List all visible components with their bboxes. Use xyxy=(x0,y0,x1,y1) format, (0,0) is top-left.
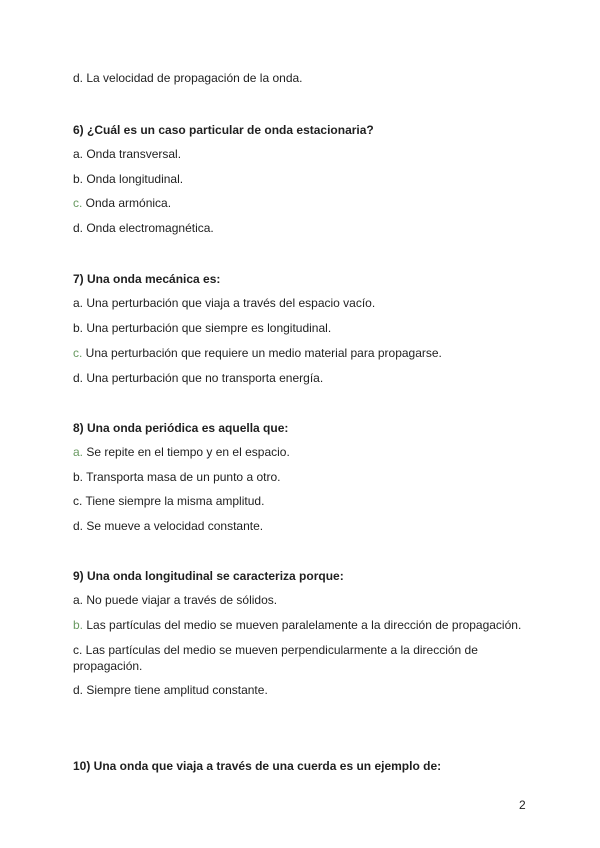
option-text: Onda armónica. xyxy=(82,196,172,210)
question-7-option-a: a. Una perturbación que viaja a través del espacio vacío. xyxy=(73,296,376,310)
question-6-option-a: a. Onda transversal. xyxy=(73,147,182,161)
option-d-prev: d. La velocidad de propagación de la onda. xyxy=(73,71,303,85)
question-6: 6) ¿Cuál es un caso particular de onda estacionaria? xyxy=(73,123,374,137)
question-7: 7) Una onda mecánica es: xyxy=(73,272,221,286)
option-text: Las partículas del medio se mueven paralelamente a la dirección de propagación. xyxy=(83,618,522,632)
question-8-option-a xyxy=(73,444,290,460)
correct-option-letter: c. xyxy=(73,346,83,360)
question-9: 9) Una onda longitudinal se caracteriza porque: xyxy=(73,569,344,583)
question-6-option-b: b. Onda longitudinal. xyxy=(73,172,184,186)
question-10: 10) Una onda que viaja a través de una cuerda es un ejemplo de: xyxy=(73,759,442,773)
question-7-option-b: b. Una perturbación que siempre es longitudinal. xyxy=(73,321,332,335)
page-number: 2 xyxy=(519,798,526,812)
question-8-option-d: d. Se mueve a velocidad constante. xyxy=(73,519,264,533)
option-text: Una perturbación que requiere un medio material para propagarse. xyxy=(82,346,442,360)
correct-option-letter: b. xyxy=(73,618,84,632)
correct-option-letter: a. xyxy=(73,445,84,459)
question-9-option-b xyxy=(73,617,521,633)
question-9-option-d: d. Siempre tiene amplitud constante. xyxy=(73,683,268,697)
question-8-option-b: b. Transporta masa de un punto a otro. xyxy=(73,470,281,484)
question-8-option-c: c. Tiene siempre la misma amplitud. xyxy=(73,494,265,508)
correct-option-letter: c. xyxy=(73,196,83,210)
question-9-option-c: c. Las partículas del medio se mueven perpendicularmente a la dirección de propagación. xyxy=(73,643,478,673)
question-7-option-d: d. Una perturbación que no transporta energía. xyxy=(73,371,324,385)
question-7-option-c xyxy=(73,345,442,361)
question-9-option-a: a. No puede viajar a través de sólidos. xyxy=(73,593,278,607)
question-8: 8) Una onda periódica es aquella que: xyxy=(73,421,289,435)
option-text: Se repite en el tiempo y en el espacio. xyxy=(83,445,290,459)
question-6-option-d: d. Onda electromagnética. xyxy=(73,221,214,235)
question-6-option-c xyxy=(73,195,171,211)
